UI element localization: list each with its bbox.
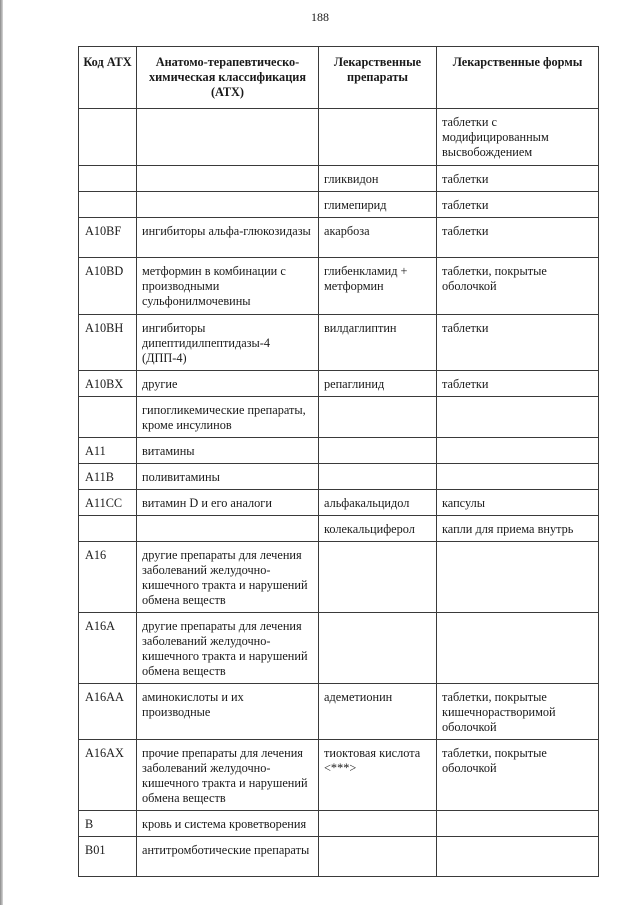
cell-drug: репаглинид [319, 371, 437, 397]
cell-code: A10BH [79, 315, 137, 371]
scan-edge [0, 0, 3, 905]
table-row [79, 542, 599, 613]
cell-drug [319, 464, 437, 490]
cell-form: капли для приема внутрь [437, 516, 599, 542]
cell-classification: поливитамины [137, 464, 319, 490]
table-row [79, 684, 599, 740]
cell-form: таблетки [437, 218, 599, 258]
header-code: Код АТХ [79, 47, 137, 109]
table-row [79, 258, 599, 315]
cell-drug: глимепирид [319, 192, 437, 218]
cell-classification: аминокислоты и их производные [137, 684, 319, 740]
cell-form: таблетки, покрытые оболочкой [437, 740, 599, 811]
cell-code [79, 516, 137, 542]
cell-code: A10BX [79, 371, 137, 397]
table-row [79, 613, 599, 684]
cell-form [437, 613, 599, 684]
cell-code: A10BD [79, 258, 137, 315]
atx-table [78, 46, 599, 877]
cell-code [79, 166, 137, 192]
cell-form [437, 438, 599, 464]
table-row [79, 218, 599, 258]
cell-code [79, 192, 137, 218]
cell-form [437, 542, 599, 613]
cell-classification: метформин в комбинации с производными сульфонилмочевины [137, 258, 319, 315]
table-row [79, 811, 599, 837]
cell-code: A11B [79, 464, 137, 490]
cell-drug: глибенкламид + метформин [319, 258, 437, 315]
cell-classification: другие препараты для лечения заболеваний желудочно-кишечного тракта и нарушений обмена веществ [137, 613, 319, 684]
cell-form [437, 397, 599, 438]
cell-code: A16A [79, 613, 137, 684]
cell-classification [137, 516, 319, 542]
table-row [79, 740, 599, 811]
cell-drug [319, 109, 437, 166]
cell-form [437, 464, 599, 490]
cell-classification: прочие препараты для лечения заболеваний желудочно-кишечного тракта и нарушений обмена веществ [137, 740, 319, 811]
cell-code [79, 109, 137, 166]
cell-drug: альфакальцидол [319, 490, 437, 516]
table-header-row [79, 47, 599, 109]
cell-drug: колекальциферол [319, 516, 437, 542]
table-row [79, 397, 599, 438]
cell-code: A16 [79, 542, 137, 613]
cell-drug: акарбоза [319, 218, 437, 258]
cell-drug: адеметионин [319, 684, 437, 740]
table-row [79, 438, 599, 464]
cell-form: таблетки [437, 166, 599, 192]
cell-classification: витамины [137, 438, 319, 464]
cell-form: таблетки, покрытые оболочкой [437, 258, 599, 315]
cell-form: таблетки с модифицированным высвобождением [437, 109, 599, 166]
table-row [79, 192, 599, 218]
cell-form [437, 811, 599, 837]
cell-classification: гипогликемические препараты, кроме инсулинов [137, 397, 319, 438]
cell-classification [137, 109, 319, 166]
cell-drug [319, 542, 437, 613]
cell-code [79, 397, 137, 438]
table-row [79, 837, 599, 877]
cell-drug: тиоктовая кислота <***> [319, 740, 437, 811]
table-row [79, 315, 599, 371]
header-drugs: Лекарственные препараты [319, 47, 437, 109]
cell-drug: вилдаглиптин [319, 315, 437, 371]
cell-drug [319, 438, 437, 464]
cell-form: капсулы [437, 490, 599, 516]
cell-form: таблетки [437, 192, 599, 218]
cell-code: A16AX [79, 740, 137, 811]
table-row [79, 371, 599, 397]
cell-code: B01 [79, 837, 137, 877]
cell-code: A11 [79, 438, 137, 464]
page-number: 188 [311, 10, 329, 24]
cell-drug: гликвидон [319, 166, 437, 192]
table-row [79, 166, 599, 192]
cell-drug [319, 837, 437, 877]
cell-code: A16AA [79, 684, 137, 740]
cell-code: B [79, 811, 137, 837]
table-row [79, 464, 599, 490]
cell-classification: кровь и система кроветворения [137, 811, 319, 837]
table-row [79, 109, 599, 166]
cell-classification: антитромботические препараты [137, 837, 319, 877]
cell-form: таблетки [437, 315, 599, 371]
cell-classification: ингибиторы дипептидилпептидазы-4 (ДПП-4) [137, 315, 319, 371]
cell-drug [319, 811, 437, 837]
cell-code: A10BF [79, 218, 137, 258]
cell-form: таблетки, покрытые кишечнорастворимой оболочкой [437, 684, 599, 740]
table-row [79, 516, 599, 542]
cell-classification: другие [137, 371, 319, 397]
header-classification: Анатомо-терапевтическо-химическая классификация (АТХ) [137, 47, 319, 109]
cell-form: таблетки [437, 371, 599, 397]
header-forms: Лекарственные формы [437, 47, 599, 109]
cell-classification: витамин D и его аналоги [137, 490, 319, 516]
cell-classification [137, 166, 319, 192]
cell-classification: ингибиторы альфа-глюкозидазы [137, 218, 319, 258]
cell-drug [319, 397, 437, 438]
cell-classification [137, 192, 319, 218]
cell-classification: другие препараты для лечения заболеваний желудочно-кишечного тракта и нарушений обмена веществ [137, 542, 319, 613]
cell-drug [319, 613, 437, 684]
cell-code: A11CC [79, 490, 137, 516]
cell-form [437, 837, 599, 877]
table-row [79, 490, 599, 516]
